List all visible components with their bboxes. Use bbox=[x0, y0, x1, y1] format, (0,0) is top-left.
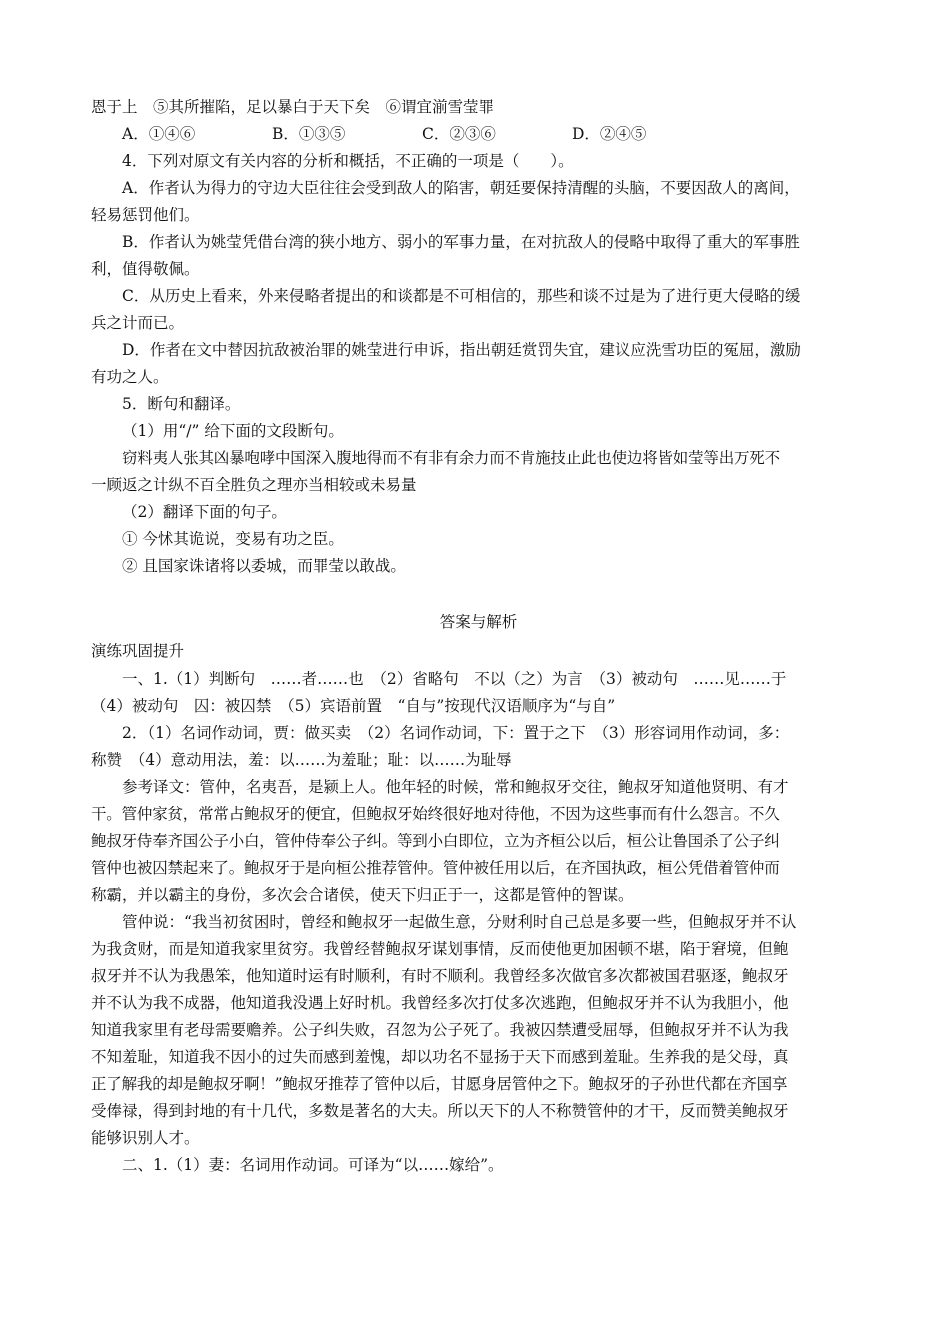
document-page bbox=[91, 94, 866, 1179]
translation-paragraph-2-line: 知道我家里有老母需要赡养。公子纠失败，召忽为公子死了。我被囚禁遭受屈辱，但鲍叔牙并不认为我 bbox=[91, 1021, 789, 1039]
q4-option-a-line: 轻易惩罚他们。 bbox=[91, 206, 200, 224]
translation-paragraph-2-line: 并不认为我不成器，他知道我没遇上好时机。我曾经多次打仗多次逃跑，但鲍叔牙并不认为我胆小，他 bbox=[91, 994, 789, 1012]
translation-paragraph-2-line: 不知羞耻，知道我不因小的过失而感到羞愧，却以功名不显扬于天下而感到羞耻。生养我的是父母，真 bbox=[91, 1048, 789, 1066]
q3-option-c: C．②③⑥ bbox=[422, 125, 496, 143]
translation-paragraph-1-line: 干。管仲家贫，常常占鲍叔牙的便宜，但鲍叔牙始终很好地对待他，不因为这些事而有什么怨言。不久 bbox=[91, 805, 780, 823]
answer-one-1-line: 一、1.（1）判断句 ……者……也 （2）省略句 不以（之）为言 （3）被动句 ……见……于 bbox=[122, 670, 787, 688]
q3-tail: 恩于上 ⑤其所摧陷，足以暴白于天下矣 ⑥谓宜湔雪莹罪 bbox=[91, 98, 495, 116]
q5-part1-label: （1）用“/” 给下面的文段断句。 bbox=[122, 422, 344, 440]
translation-paragraph-1-line: 称霸，并以霸主的身份，多次会合诸侯，使天下归正于一，这都是管仲的智谋。 bbox=[91, 886, 634, 904]
q5-part1-text-line: 一顾返之计纵不百全胜负之理亦当相较或未易量 bbox=[91, 476, 417, 494]
answer-one-1-line: （4）被动句 囚：被囚禁 （5）宾语前置 “自与”按现代汉语顺序为“与自” bbox=[91, 697, 616, 715]
answer-one-2-line: 2．（1）名词作动词，贾：做买卖 （2）名词作动词，下：置于之下 （3）形容词用作动词，多： bbox=[122, 724, 790, 742]
q4-option-d-line: 有功之人。 bbox=[91, 368, 169, 386]
translation-paragraph-2-line: 正了解我的却是鲍叔牙啊！”鲍叔牙推荐了管仲以后，甘愿身居管仲之下。鲍叔牙的子孙世代都在齐国享 bbox=[91, 1075, 788, 1093]
q5-part2-sentence-2: ② 且国家诛诸将以委城，而罪莹以敢战。 bbox=[122, 557, 406, 575]
q5-part1-text-line: 窃料夷人张其凶暴咆哮中国深入腹地得而不有非有余力而不肯施技止此也使边将皆如莹等出万死不 bbox=[122, 449, 780, 467]
answers-title: 答案与解析 bbox=[439, 613, 518, 631]
answers-section-heading: 演练巩固提升 bbox=[91, 642, 185, 660]
translation-paragraph-1-line: 鲍叔牙侍奉齐国公子小白，管仲侍奉公子纠。等到小白即位，立为齐桓公以后，桓公让鲁国杀了公子纠 bbox=[91, 832, 780, 850]
q4-stem: 4．下列对原文有关内容的分析和概括，不正确的一项是（ ）。 bbox=[122, 152, 574, 170]
translation-paragraph-2-line: 能够识别人才。 bbox=[91, 1129, 200, 1147]
q4-option-b-line: 利，值得敬佩。 bbox=[91, 260, 200, 278]
q5-part2-label: （2）翻译下面的句子。 bbox=[122, 503, 287, 521]
q3-option-d: D．②④⑤ bbox=[572, 125, 647, 143]
q3-option-b: B．①③⑤ bbox=[272, 125, 346, 143]
q3-options bbox=[91, 121, 866, 148]
answer-two-1: 二、1.（1）妻：名词用作动词。可译为“以……嫁给”。 bbox=[122, 1156, 504, 1174]
translation-paragraph-2-line: 叔牙并不认为我愚笨，他知道时运有时顺利，有时不顺利。我曾经多次做官多次都被国君驱逐，鲍叔牙 bbox=[91, 967, 789, 985]
translation-paragraph-1-line: 参考译文：管仲，名夷吾，是颍上人。他年轻的时候，常和鲍叔牙交往，鲍叔牙知道他贤明、有才 bbox=[122, 778, 789, 796]
translation-paragraph-2-line: 管仲说：“我当初贫困时，曾经和鲍叔牙一起做生意，分财利时自己总是多要一些，但鲍叔牙并不认 bbox=[122, 913, 797, 931]
q4-option-c-line: 兵之计而已。 bbox=[91, 314, 185, 332]
q5-part2-sentence-1: ① 今怵其诡说，变易有功之臣。 bbox=[122, 530, 344, 548]
translation-paragraph-1-line: 管仲也被囚禁起来了。鲍叔牙于是向桓公推荐管仲。管仲被任用以后，在齐国执政，桓公凭借着管仲而 bbox=[91, 859, 780, 877]
q3-option-a: A．①④⑥ bbox=[122, 125, 196, 143]
translation-paragraph-2-line: 为我贪财，而是知道我家里贫穷。我曾经替鲍叔牙谋划事情，反而使他更加困顿不堪，陷于窘境，但鲍 bbox=[91, 940, 789, 958]
answer-one-2-line: 称赞 （4）意动用法，羞：以……为羞耻；耻：以……为耻辱 bbox=[91, 751, 512, 769]
q4-option-d-line: D．作者在文中替因抗敌被治罪的姚莹进行申诉，指出朝廷赏罚失宜，建议应洗雪功臣的冤屈，激励 bbox=[122, 341, 801, 359]
translation-paragraph-2-line: 受俸禄，得到封地的有十几代，多数是著名的大夫。所以天下的人不称赞管仲的才干，反而赞美鲍叔牙 bbox=[91, 1102, 789, 1120]
q4-option-a-line: A．作者认为得力的守边大臣往往会受到敌人的陷害，朝廷要保持清醒的头脑，不要因敌人的离间， bbox=[122, 179, 800, 197]
q4-option-b-line: B．作者认为姚莹凭借台湾的狭小地方、弱小的军事力量，在对抗敌人的侵略中取得了重大的军事胜 bbox=[122, 233, 800, 251]
q5-stem: 5．断句和翻译。 bbox=[122, 395, 241, 413]
q4-option-c-line: C．从历史上看来，外来侵略者提出的和谈都是不可相信的，那些和谈不过是为了进行更大侵略的缓 bbox=[122, 287, 801, 305]
